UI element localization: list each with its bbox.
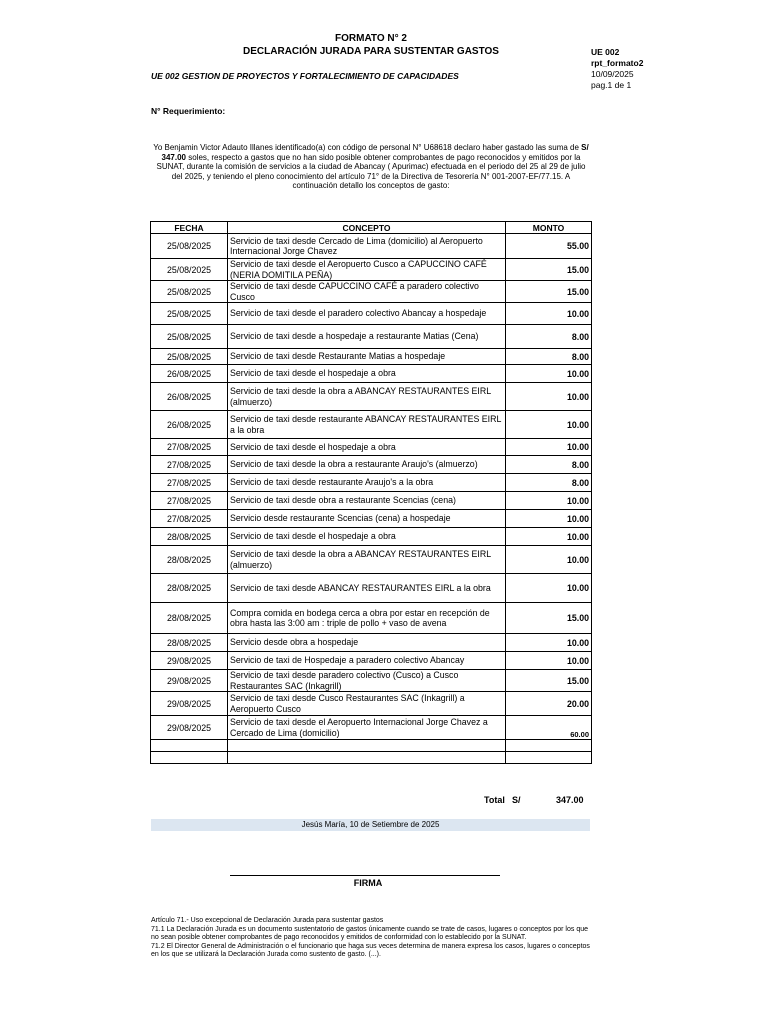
row-amount: 10.00 — [506, 439, 592, 456]
row-date: 27/08/2025 — [151, 439, 228, 456]
table-row — [151, 349, 592, 365]
declaration-part2: soles, respecto a gastos que no han sido posible obtener comprobantes de pago reconocidos y emitidos por la SUNAT, durante la comisión de servicios a la ciudad de Abancay ( Apurimac) efectuada en el periodo del 25 al 29 de julio del 2025, y teniendo el pleno conocimiento del artículo 71° de la Directiva de Tesorería N° 001-2007-EF/77.15. A continuación detallo los conceptos de gasto: — [156, 152, 586, 191]
table-row — [151, 634, 592, 652]
row-date: 29/08/2025 — [151, 670, 228, 692]
table-row — [151, 670, 592, 692]
meta-report: rpt_formato2 — [591, 58, 644, 68]
row-date: 28/08/2025 — [151, 546, 228, 574]
table-row — [151, 716, 592, 740]
row-date: 28/08/2025 — [151, 603, 228, 634]
row-amount: 60.00 — [506, 716, 592, 740]
row-amount: 8.00 — [506, 474, 592, 492]
footer-article: Artículo 71.- Uso excepcional de Declaración Jurada para sustentar gastos — [151, 917, 384, 924]
table-row-empty — [151, 740, 592, 752]
row-concept — [228, 752, 506, 764]
row-date: 27/08/2025 — [151, 456, 228, 474]
row-date: 25/08/2025 — [151, 303, 228, 325]
row-amount: 10.00 — [506, 528, 592, 546]
row-amount: 10.00 — [506, 634, 592, 652]
table-row — [151, 692, 592, 716]
table-row — [151, 456, 592, 474]
row-concept: Servicio de taxi desde el paradero colectivo Abancay a hospedaje — [228, 303, 506, 325]
meta-date: 10/09/2025 — [591, 69, 634, 79]
table-row — [151, 474, 592, 492]
table-row — [151, 303, 592, 325]
row-date: 27/08/2025 — [151, 492, 228, 510]
signature-line — [230, 875, 500, 876]
footer-71-2: 71.2 El Director General de Administración o el funcionario que haga sus veces determina de manera expresa los casos, lugares o conceptos en los que se utilizará la Declaración Jurada como sustento de gasto. (...). — [151, 942, 590, 959]
total-value: 347.00 — [556, 795, 584, 805]
row-date: 25/08/2025 — [151, 349, 228, 365]
declaration-amount: S/ 347.00 — [161, 143, 589, 162]
row-concept: Servicio de taxi desde el hospedaje a obra — [228, 528, 506, 546]
row-date — [151, 752, 228, 764]
report-meta — [591, 47, 643, 91]
meta-unit: UE 002 — [591, 47, 620, 57]
table-row — [151, 603, 592, 634]
table-row — [151, 574, 592, 603]
header-fecha: FECHA — [151, 222, 228, 234]
row-amount — [506, 752, 592, 764]
place-date: Jesús María, 10 de Setiembre de 2025 — [151, 819, 590, 831]
requirement-label: N° Requerimiento: — [151, 106, 226, 116]
table-row — [151, 234, 592, 259]
expense-table — [150, 221, 592, 764]
row-concept: Servicio desde restaurante Scencias (cena) a hospedaje — [228, 510, 506, 528]
table-row — [151, 652, 592, 670]
table-row-empty — [151, 752, 592, 764]
row-amount: 10.00 — [506, 303, 592, 325]
row-concept: Servicio de taxi desde el hospedaje a obra — [228, 439, 506, 456]
row-date: 28/08/2025 — [151, 574, 228, 603]
row-concept: Servicio de taxi desde ABANCAY RESTAURANTES EIRL a la obra — [228, 574, 506, 603]
declaration-part1: Yo Benjamin Victor Adauto Illanes identificado(a) con código de personal N° U68618 declaro haber gastado las suma de — [153, 143, 582, 152]
table-row — [151, 281, 592, 303]
row-amount: 8.00 — [506, 325, 592, 349]
table-row — [151, 365, 592, 383]
row-concept: Servicio de taxi desde la obra a ABANCAY RESTAURANTES EIRL (almuerzo) — [228, 546, 506, 574]
row-concept: Servicio de taxi desde restaurante Araujo's a la obra — [228, 474, 506, 492]
row-amount: 20.00 — [506, 692, 592, 716]
form-title: DECLARACIÓN JURADA PARA SUSTENTAR GASTOS — [243, 46, 499, 57]
row-concept: Servicio de taxi desde paradero colectivo (Cusco) a Cusco Restaurantes SAC (Inkagrill) — [228, 670, 506, 692]
legal-footer — [151, 917, 591, 960]
row-date: 28/08/2025 — [151, 528, 228, 546]
row-concept: Servicio de taxi desde el hospedaje a obra — [228, 365, 506, 383]
row-concept: Servicio de taxi desde a hospedaje a restaurante Matias (Cena) — [228, 325, 506, 349]
row-date: 29/08/2025 — [151, 692, 228, 716]
row-amount: 10.00 — [506, 546, 592, 574]
table-row — [151, 510, 592, 528]
row-concept: Servicio de taxi desde Cusco Restaurantes SAC (Inkagrill) a Aeropuerto Cusco — [228, 692, 506, 716]
row-concept: Servicio de taxi desde el Aeropuerto Cusco a CAPUCCINO CAFÉ (NERIA DOMITILA PEÑA) — [228, 259, 506, 281]
meta-page: pag.1 de 1 — [591, 80, 632, 90]
table-row — [151, 439, 592, 456]
table-header-row — [151, 222, 592, 234]
row-amount: 15.00 — [506, 281, 592, 303]
row-amount: 10.00 — [506, 383, 592, 411]
row-date: 28/08/2025 — [151, 634, 228, 652]
table-row — [151, 259, 592, 281]
row-date: 26/08/2025 — [151, 365, 228, 383]
declaration-text — [151, 143, 591, 191]
row-concept: Servicio de taxi desde restaurante ABANCAY RESTAURANTES EIRL a la obra — [228, 411, 506, 439]
row-concept: Servicio de taxi desde la obra a restaurante Araujo's (almuerzo) — [228, 456, 506, 474]
header-monto: MONTO — [506, 222, 592, 234]
total-currency: S/ — [512, 795, 521, 805]
row-concept: Servicio de taxi desde Cercado de Lima (domicilio) al Aeropuerto Internacional Jorge Chavez — [228, 234, 506, 259]
row-concept: Servicio de taxi desde el Aeropuerto Internacional Jorge Chavez a Cercado de Lima (domicilio) — [228, 716, 506, 740]
row-amount: 10.00 — [506, 574, 592, 603]
row-date — [151, 740, 228, 752]
table-row — [151, 325, 592, 349]
footer-71-1: 71.1 La Declaración Jurada es un documento sustentatorio de gastos únicamente cuando se trate de casos, lugares o conceptos por los que no sean posible obtener comprobantes de pago reconocidos y emitidos de conformidad con lo establecido por la SUNAT. — [151, 925, 588, 942]
row-amount — [506, 740, 592, 752]
row-date: 27/08/2025 — [151, 510, 228, 528]
row-concept: Compra comida en bodega cerca a obra por estar en recepción de obra hasta las 3:00 am : triple de pollo + vaso de avena — [228, 603, 506, 634]
row-amount: 10.00 — [506, 411, 592, 439]
row-concept: Servicio de taxi desde obra a restaurante Scencias (cena) — [228, 492, 506, 510]
table-row — [151, 383, 592, 411]
row-amount: 55.00 — [506, 234, 592, 259]
table-row — [151, 546, 592, 574]
row-amount: 10.00 — [506, 510, 592, 528]
row-amount: 10.00 — [506, 365, 592, 383]
row-amount: 15.00 — [506, 603, 592, 634]
row-date: 25/08/2025 — [151, 325, 228, 349]
row-amount: 10.00 — [506, 492, 592, 510]
row-amount: 8.00 — [506, 456, 592, 474]
row-amount: 15.00 — [506, 670, 592, 692]
unit-subtitle: UE 002 GESTION DE PROYECTOS Y FORTALECIMIENTO DE CAPACIDADES — [151, 71, 459, 81]
row-concept: Servicio de taxi desde Restaurante Matias a hospedaje — [228, 349, 506, 365]
form-number: FORMATO N° 2 — [335, 33, 407, 44]
row-date: 25/08/2025 — [151, 234, 228, 259]
row-amount: 15.00 — [506, 259, 592, 281]
row-concept — [228, 740, 506, 752]
table-row — [151, 492, 592, 510]
row-date: 26/08/2025 — [151, 383, 228, 411]
total-label: Total — [484, 795, 505, 805]
header-concepto: CONCEPTO — [228, 222, 506, 234]
table-row — [151, 528, 592, 546]
row-concept: Servicio desde obra a hospedaje — [228, 634, 506, 652]
row-date: 27/08/2025 — [151, 474, 228, 492]
signature-label: FIRMA — [353, 878, 383, 888]
row-amount: 10.00 — [506, 652, 592, 670]
row-date: 25/08/2025 — [151, 259, 228, 281]
table-row — [151, 411, 592, 439]
row-concept: Servicio de taxi desde CAPUCCINO CAFÉ a paradero colectivo Cusco — [228, 281, 506, 303]
row-concept: Servicio de taxi de Hospedaje a paradero colectivo Abancay — [228, 652, 506, 670]
row-date: 29/08/2025 — [151, 652, 228, 670]
row-date: 29/08/2025 — [151, 716, 228, 740]
row-date: 25/08/2025 — [151, 281, 228, 303]
row-amount: 8.00 — [506, 349, 592, 365]
row-date: 26/08/2025 — [151, 411, 228, 439]
row-concept: Servicio de taxi desde la obra a ABANCAY RESTAURANTES EIRL (almuerzo) — [228, 383, 506, 411]
